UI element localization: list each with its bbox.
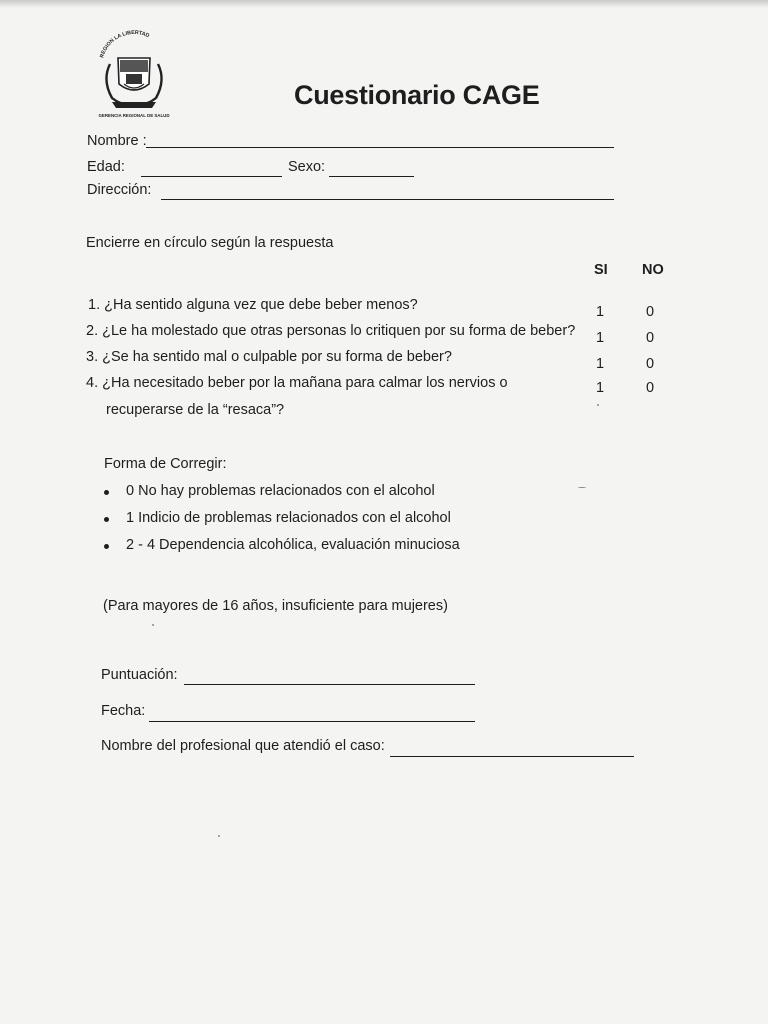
answer-no-option[interactable]: 0 (646, 330, 655, 346)
seal-icon (88, 28, 180, 120)
profesional-label: Nombre del profesional que atendió el caso: (101, 738, 385, 754)
regional-health-seal-logo (88, 28, 180, 120)
bullet-icon (104, 517, 109, 522)
bullet-icon (104, 544, 109, 549)
question-text: 2. ¿Le ha molestado que otras personas lo critiquen por su forma de beber? (86, 323, 576, 339)
scoring-item: 1 Indicio de problemas relacionados con el alcohol (126, 510, 451, 526)
fecha-label: Fecha: (101, 703, 146, 719)
scan-edge-shade (0, 0, 768, 8)
direccion-field[interactable] (161, 199, 614, 200)
nombre-field[interactable] (146, 147, 614, 148)
direccion-label: Dirección: (87, 182, 152, 198)
no-column-header: NO (642, 262, 664, 278)
scoring-heading: Forma de Corregir: (104, 456, 227, 472)
instructions-text: Encierre en círculo según la respuesta (86, 235, 334, 251)
bullet-icon (104, 490, 109, 495)
question-text: 4. ¿Ha necesitado beber por la mañana para calmar los nervios o (86, 375, 508, 391)
puntuacion-field[interactable] (184, 684, 475, 685)
puntuacion-label: Puntuación: (101, 667, 178, 683)
age-note: (Para mayores de 16 años, insuficiente para mujeres) (103, 598, 448, 614)
answer-no-option[interactable]: 0 (646, 356, 655, 372)
answer-si-option[interactable]: 1 (596, 356, 605, 372)
question-text-continuation: recuperarse de la “resaca”? (106, 402, 285, 418)
scoring-item: 2 - 4 Dependencia alcohólica, evaluación minuciosa (126, 537, 460, 553)
sexo-label: Sexo: (288, 159, 326, 175)
scan-speck (218, 835, 220, 837)
nombre-label: Nombre : (87, 133, 147, 149)
sexo-field[interactable] (329, 176, 414, 177)
question-text: 1. ¿Ha sentido alguna vez que debe beber menos? (88, 297, 418, 313)
profesional-field[interactable] (390, 756, 634, 757)
answer-si-option[interactable]: 1 (596, 330, 605, 346)
question-text: 3. ¿Se ha sentido mal o culpable por su forma de beber? (86, 349, 452, 365)
answer-no-option[interactable]: 0 (646, 380, 655, 396)
edad-label: Edad: (87, 159, 125, 175)
svg-text:REGION LA LIBERTAD: REGION LA LIBERTAD (99, 29, 151, 59)
scoring-item: 0 No hay problemas relacionados con el alcohol (126, 483, 435, 499)
scan-speck (578, 487, 586, 488)
answer-si-option[interactable]: 1 (596, 380, 605, 396)
svg-text:GERENCIA REGIONAL DE SALUD: GERENCIA REGIONAL DE SALUD (98, 113, 170, 118)
edad-field[interactable] (141, 176, 282, 177)
scan-speck (152, 624, 154, 626)
scan-speck (597, 404, 599, 406)
page-title: Cuestionario CAGE (294, 80, 540, 110)
answer-si-option[interactable]: 1 (596, 304, 605, 320)
si-column-header: SI (594, 262, 608, 278)
answer-no-option[interactable]: 0 (646, 304, 655, 320)
fecha-field[interactable] (149, 721, 475, 722)
